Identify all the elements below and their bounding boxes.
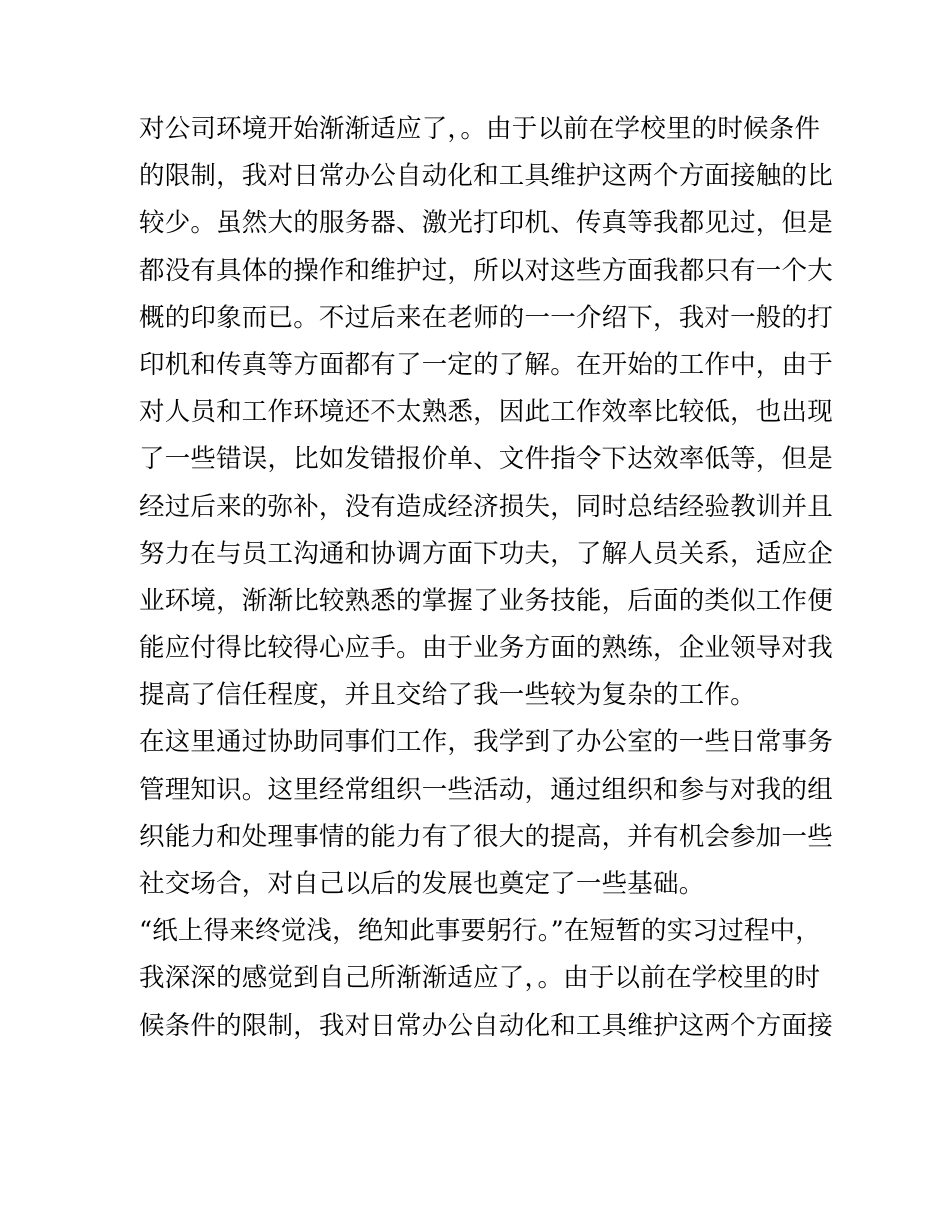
text-line: 候条件的限制，我对日常办公自动化和工具维护这两个方面接	[139, 1010, 833, 1041]
text-line: 对公司环境开始渐渐适应了，。由于以前在学校里的时候条件	[139, 114, 821, 144]
text-line: 业环境，渐渐比较熟悉的掌握了业务技能，后面的类似工作便	[139, 585, 833, 616]
body-text	[139, 106, 833, 1050]
text-line: 织能力和处理事情的能力有了很大的提高，并有机会参加一些	[139, 821, 833, 852]
text-line: 在这里通过协助同事们工作，我学到了办公室的一些日常事务	[139, 727, 833, 758]
text-line: 管理知识。这里经常组织一些活动，通过组织和参与对我的组	[139, 774, 833, 805]
text-line: 的限制，我对日常办公自动化和工具维护这两个方面接触的比	[139, 161, 833, 192]
text-line: 我深深的感觉到自己所渐渐适应了，。由于以前在学校里的时	[139, 963, 821, 994]
text-line: 提高了信任程度，并且交给了我一些较为复杂的工作。	[139, 680, 756, 711]
text-line: “纸上得来终觉浅，绝知此事要躬行。”在短暂的实习过程中，	[139, 916, 821, 947]
text-line: 对人员和工作环境还不太熟悉，因此工作效率比较低，也出现	[139, 397, 833, 428]
text-line: 都没有具体的操作和维护过，所以对这些方面我都只有一个大	[139, 255, 833, 286]
text-line: 概的印象而已。不过后来在老师的一一介绍下，我对一般的打	[139, 302, 833, 333]
text-line: 能应付得比较得心应手。由于业务方面的熟练，企业领导对我	[139, 633, 833, 664]
text-line: 社交场合，对自己以后的发展也奠定了一些基础。	[139, 869, 705, 899]
text-line: 经过后来的弥补，没有造成经济损失，同时总结经验教训并且	[139, 491, 833, 522]
text-line: 了一些错误，比如发错报价单、文件指令下达效率低等，但是	[139, 444, 833, 475]
text-line: 印机和传真等方面都有了一定的了解。在开始的工作中，由于	[139, 349, 833, 380]
text-line: 努力在与员工沟通和协调方面下功夫，了解人员关系，适应企	[139, 538, 833, 569]
text-line: 较少。虽然大的服务器、激光打印机、传真等我都见过，但是	[139, 208, 833, 239]
